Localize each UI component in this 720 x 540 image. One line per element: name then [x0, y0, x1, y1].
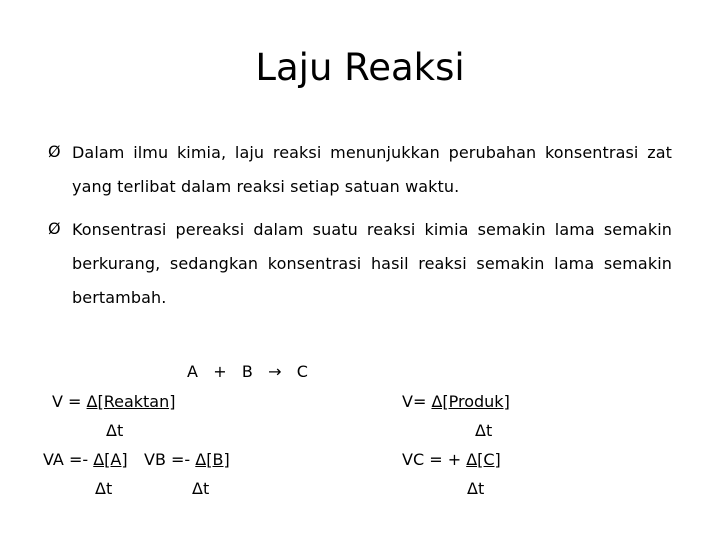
- rate-a-numerator: Δ[A]: [93, 450, 128, 469]
- rate-reactant-denominator: Δt: [106, 421, 124, 440]
- rate-product-denominator: Δt: [475, 421, 493, 440]
- slide-title: Laju Reaksi: [255, 46, 465, 89]
- rate-reactant-numerator: Δ[Reaktan]: [86, 392, 176, 411]
- bullet-text: Konsentrasi pereaksi dalam suatu reaksi kimia semakin lama semakin berkurang, sedangkan konsentrasi hasil reaksi semakin lama semakin bertambah.: [72, 220, 672, 307]
- bullet-arrow-icon: Ø: [48, 142, 61, 161]
- rate-b-prefix: VB =-: [144, 450, 196, 469]
- rate-a-formula: [43, 449, 128, 471]
- rate-product-numerator: Δ[Produk]: [431, 392, 510, 411]
- bullet-text: Dalam ilmu kimia, laju reaksi menunjukkan perubahan konsentrasi zat yang terlibat dalam reaksi setiap satuan waktu.: [72, 143, 672, 196]
- rate-c-formula: [402, 449, 501, 471]
- rate-product-prefix: V=: [402, 392, 432, 411]
- rate-c-denominator: Δt: [467, 479, 485, 498]
- rate-a-denominator: Δt: [95, 479, 113, 498]
- rate-reactant-prefix: V =: [52, 392, 87, 411]
- rate-reactant-formula: [52, 391, 176, 413]
- rate-a-prefix: VA =-: [43, 450, 94, 469]
- rate-b-denominator: Δt: [192, 479, 210, 498]
- rate-b-numerator: Δ[B]: [195, 450, 230, 469]
- rate-c-numerator: Δ[C]: [466, 450, 501, 469]
- bullet-arrow-icon: Ø: [48, 219, 61, 238]
- rate-b-formula: [144, 449, 230, 471]
- bullet-item: [48, 213, 672, 315]
- reaction-equation: A + B → C: [187, 362, 308, 381]
- rate-c-prefix: VC = +: [402, 450, 467, 469]
- rate-product-formula: [402, 391, 510, 413]
- bullet-item: [48, 136, 672, 204]
